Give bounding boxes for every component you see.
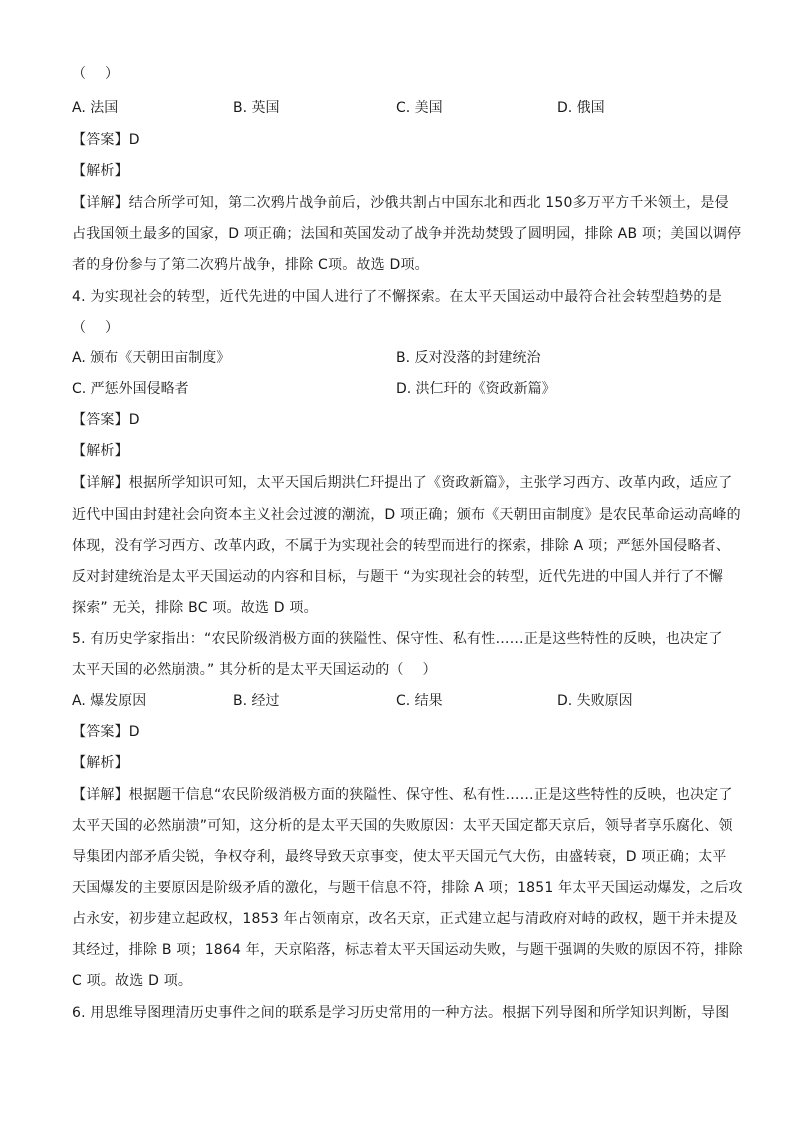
q5-detail-line-7: C 项。故选 D 项。 (72, 973, 193, 989)
q4-analysis-heading: 【解析】 (72, 443, 129, 459)
q4-option-c: C. 严惩外国侵略者 (72, 381, 189, 397)
q5-option-b: B. 经过 (233, 693, 280, 709)
q4-stem-line-1: 4. 为实现社会的转型，近代先进的中国人进行了不懈探索。在太平天国运动中最符合社会转型趋势的是 (72, 289, 722, 305)
q4-option-d: D. 洪仁玕的《资政新篇》 (396, 381, 556, 397)
q3-analysis-heading: 【解析】 (72, 163, 129, 179)
q5-option-c: C. 结果 (396, 693, 443, 709)
q5-detail-line-4: 天国爆发的主要原因是阶级矛盾的激化，与题干信息不符，排除 A 项；1851 年太平天国运动爆发，之后攻 (72, 880, 743, 896)
q5-detail-line-3: 导集团内部矛盾尖锐，争权夺利，最终导致天京事变，使太平天国元气大伤，由盛转衰，D 项正确；太平 (72, 849, 727, 865)
q5-answer: 【答案】D (72, 724, 140, 740)
q3-detail-line-2: 占我国领土最多的国家，D 项正确；法国和英国发动了战争并洗劫焚毁了圆明园，排除 AB 项；美国以调停 (72, 226, 742, 242)
q4-detail-line-2: 近代中国由封建社会向资本主义社会过渡的潮流，D 项正确；颁布《天朝田亩制度》是农民革命运动高峰的 (72, 507, 741, 523)
q4-detail-line-1: 【详解】根据所学知识可知，太平天国后期洪仁玕提出了《资政新篇》，主张学习西方、改革内政，适应了 (72, 475, 733, 491)
q4-stem-line-2: （ ） (72, 320, 120, 336)
q3-option-b: B. 英国 (233, 100, 280, 116)
q4-option-a: A. 颁布《天朝田亩制度》 (72, 350, 231, 366)
q3-analysis-label: 解析 (86, 163, 115, 179)
q5-detail-line-2: 太平天国的必然崩溃”可知，这分析的是太平天国的失败原因：太平天国定都天京后，领导者享乐腐化、领 (72, 818, 733, 834)
q4-detail-line-3: 体现，没有学习西方、改革内政，不属于为实现社会的转型而进行的探索，排除 A 项；严惩外国侵略者、 (72, 538, 731, 554)
q4-analysis-label: 解析 (86, 443, 115, 459)
q5-detail-line-5: 占永安，初步建立起政权，1853 年占领南京，改名天京，正式建立起与清政府对峙的政权，题干并未提及 (72, 911, 738, 927)
q3-answer-paren: （ ） (72, 66, 120, 82)
q4-detail-line-5: 探索” 无关，排除 BC 项。故选 D 项。 (72, 600, 318, 616)
q5-detail-line-1: 【详解】根据题干信息“农民阶级消极方面的狭隘性、保守性、私有性……正是这些特性的反映，也决定了 (72, 787, 733, 803)
q5-analysis-label: 解析 (86, 755, 115, 771)
q5-detail-line-6: 其经过，排除 B 项；1864 年，天京陷落，标志着太平天国运动失败，与题干强调的失败的原因不符，排除 (72, 942, 743, 958)
q3-option-c: C. 美国 (396, 100, 443, 116)
q3-detail-line-1: 【详解】结合所学可知，第二次鸦片战争前后，沙俄共割占中国东北和西北 150多万平方千米领土，是侵 (72, 195, 729, 211)
q5-option-a: A. 爆发原因 (72, 693, 147, 709)
q3-option-d: D. 俄国 (557, 100, 605, 116)
q3-detail-line-3: 者的身份参与了第二次鸦片战争，排除 C项。故选 D项。 (72, 257, 429, 273)
q4-option-b: B. 反对没落的封建统治 (396, 350, 541, 366)
q3-option-a: A. 法国 (72, 100, 119, 116)
q4-detail-line-4: 反对封建统治是太平天国运动的内容和目标，与题干 “为实现社会的转型，近代先进的中国人并行了不懈 (72, 569, 724, 585)
q5-analysis-heading: 【解析】 (72, 755, 129, 771)
q6-stem-line-1: 6. 用思维导图理清历史事件之间的联系是学习历史常用的一种方法。根据下列导图和所学知识判断，导图 (72, 1005, 730, 1021)
q5-option-d: D. 失败原因 (557, 693, 633, 709)
q4-answer: 【答案】D (72, 412, 140, 428)
q3-answer: 【答案】D (72, 132, 140, 148)
q5-stem-line-2: 太平天国的必然崩溃。” 其分析的是太平天国运动的（ ） (72, 662, 437, 678)
q5-stem-line-1: 5. 有历史学家指出：“农民阶级消极方面的狭隘性、保守性、私有性……正是这些特性的反映，也决定了 (72, 631, 723, 647)
